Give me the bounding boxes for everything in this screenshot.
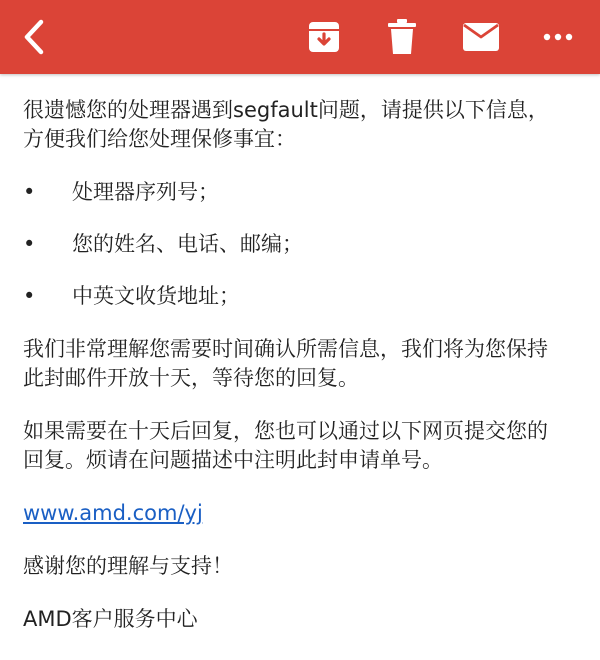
late-reply-paragraph: 如果需要在十天后回复，您也可以通过以下网页提交您的回复。烦请在问题描述中注明此封申请单号。 <box>23 419 548 472</box>
intro-paragraph: 很遗憾您的处理器遇到segfault问题，请提供以下信息，方便我们给您处理保修事宜： <box>23 98 549 151</box>
info-list <box>23 178 563 311</box>
reply-link[interactable]: www.amd.com/yj <box>23 501 203 525</box>
archive-button[interactable] <box>300 0 348 74</box>
bullet-icon: • <box>23 232 36 256</box>
bullet-icon: • <box>23 180 36 204</box>
archive-icon <box>307 20 341 54</box>
list-item-text: 您的姓名、电话、邮编； <box>72 232 303 256</box>
list-item-text: 中英文收货地址； <box>72 284 240 308</box>
trash-icon <box>387 19 417 55</box>
list-item-text: 处理器序列号； <box>72 180 219 204</box>
delete-button[interactable] <box>378 0 426 74</box>
email-body <box>23 74 563 634</box>
signature: AMD客户服务中心 <box>23 607 198 631</box>
hold-notice-paragraph: 我们非常理解您需要时间确认所需信息，我们将为您保持此封邮件开放十天，等待您的回复。 <box>23 337 548 390</box>
app-toolbar <box>0 0 600 74</box>
list-item <box>23 178 563 207</box>
list-item <box>23 230 563 259</box>
mark-unread-button[interactable] <box>455 0 507 74</box>
thanks-text: 感谢您的理解与支持！ <box>23 554 233 578</box>
back-button[interactable] <box>8 0 60 74</box>
bullet-icon: • <box>23 284 36 308</box>
list-item <box>23 282 563 311</box>
chevron-left-icon <box>19 17 49 57</box>
envelope-icon <box>463 23 499 51</box>
more-horizontal-icon <box>543 33 573 41</box>
more-options-button[interactable] <box>534 0 582 74</box>
